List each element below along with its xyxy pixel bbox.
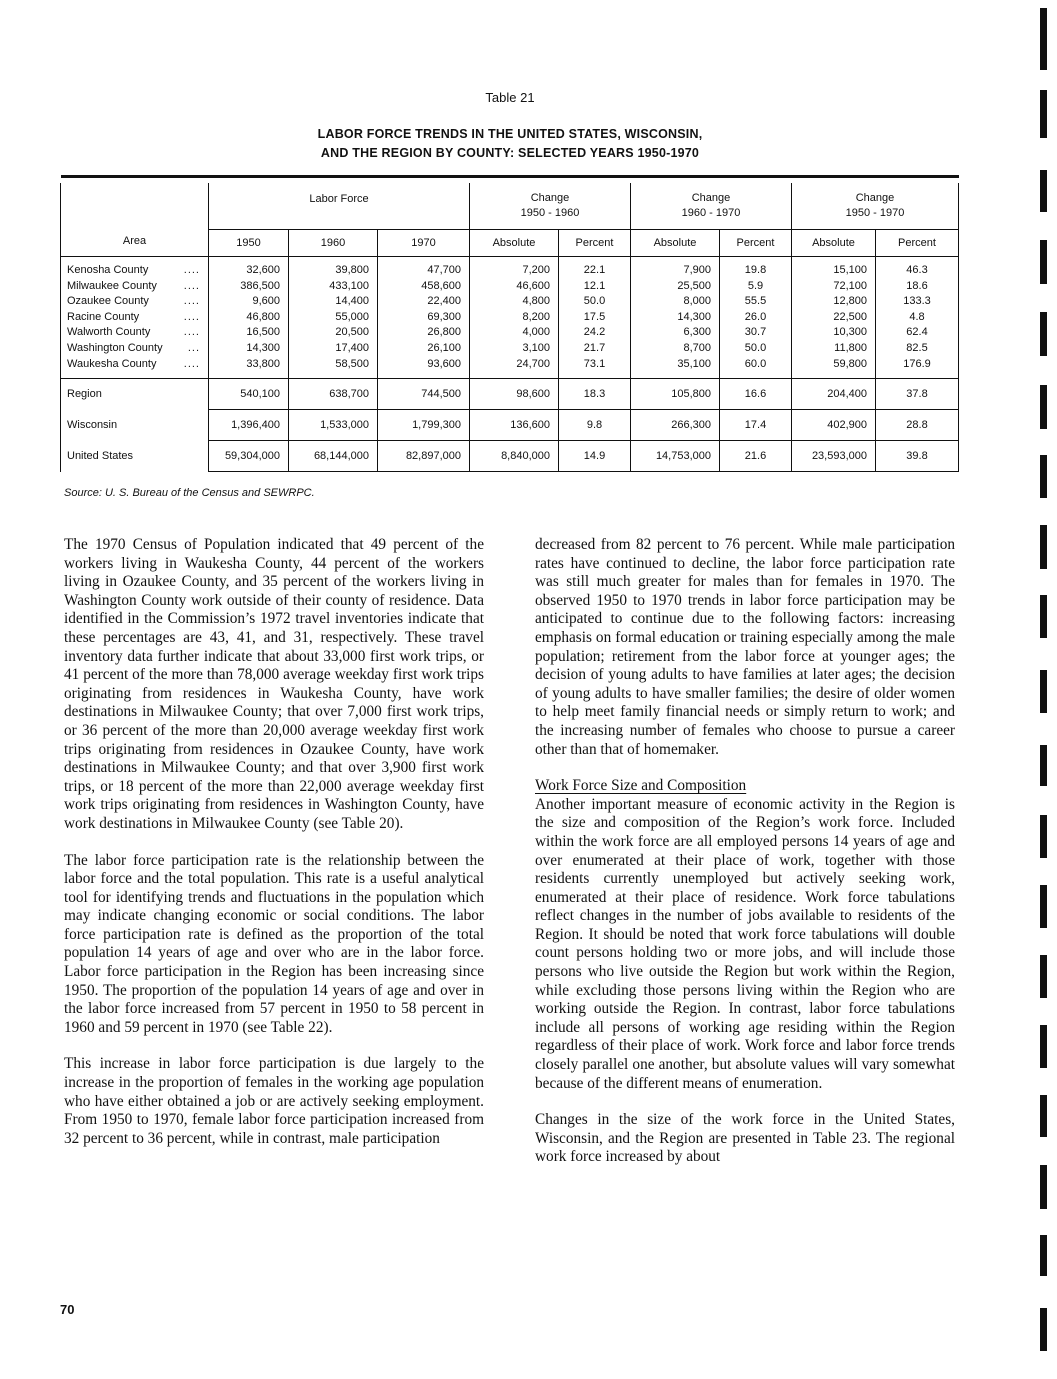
table-cell: 50.0 [720, 341, 792, 357]
left-text-column [64, 536, 484, 1166]
table-cell: 24.2 [559, 325, 631, 341]
table-cell: 72,100 [792, 279, 876, 295]
table-cell: 59,304,000 [209, 441, 289, 472]
edge-mark [1040, 885, 1047, 928]
table-cell: 21.6 [720, 441, 792, 472]
area-cell [61, 294, 209, 310]
table-cell: 1,799,300 [378, 410, 470, 441]
total-row [61, 379, 959, 410]
area-cell [61, 310, 209, 326]
col-header-percent-b: Percent [720, 230, 792, 257]
table-cell: 8,840,000 [470, 441, 559, 472]
table-cell: 176.9 [876, 357, 959, 373]
change-1950-1960-years: 1950 - 1960 [520, 207, 580, 219]
change-1950-1970-group-header [792, 183, 959, 230]
table-cell: 39,800 [289, 263, 378, 279]
col-header-percent-c: Percent [876, 230, 959, 257]
right-paragraph-2: Another important measure of economic activity in the Region is the size and composition of the Region’s work force. Included within the work force are all employed persons 14 years of age and over enumerated at their place of work, together with those residents currently unemployed but actively seeking work, enumerated at their place of residence. Work force tabulations reflect changes in the number of jobs available to residents of the Region. It should be noted that work force tabulations will double count persons holding two or more jobs, and will include those persons who live outside the Region but work within the Region, while excluding those persons living within the Region who are working outside the Region. In contrast, labor force tabulations include all persons of working age residing within the Region regardless of their place of work. Work force and labor force trends closely parallel one another, but absolute values will vary somewhat because of the different means of enumeration. [535, 795, 955, 1092]
area-header-cell [61, 183, 209, 257]
table-cell: 105,800 [631, 379, 720, 410]
area-cell [61, 263, 209, 279]
change-1950-1960-label: Change [530, 192, 570, 204]
table-cell: 4.8 [876, 310, 959, 326]
table-cell: 10,300 [792, 325, 876, 341]
table-title-line-2: AND THE REGION BY COUNTY: SELECTED YEARS 1950-1970 [320, 146, 700, 160]
area-name: Milwaukee County [67, 279, 157, 292]
edge-mark [1040, 525, 1047, 569]
edge-mark [1040, 595, 1047, 638]
right-paragraph-1: decreased from 82 percent to 76 percent. While male participation rates have continued to decline, the labor force participation rate was still much greater for males than for females in 1970. The observed 1950 to 1970 trends in labor force participation may be anticipated to continue due to the following factors: increasing emphasis on formal education or training especially among the male population; retirement from the labor force at younger ages; the decision of young adults to have families at later ages; the decision of young adults to have smaller families; the desire of older women to help meet family financial needs or simply return to work; and the increasing number of females who choose to pursue a career other than that of homemaker. [535, 536, 955, 758]
change-1950-1960-group-header [470, 183, 631, 230]
table-cell: 8,700 [631, 341, 720, 357]
area-cell [61, 441, 209, 472]
col-header-absolute-a: Absolute [470, 230, 559, 257]
change-1960-1970-label: Change [691, 192, 731, 204]
table-cell: 20,500 [289, 325, 378, 341]
table-cell: 46.3 [876, 263, 959, 279]
edge-mark [1040, 240, 1047, 284]
dot-leader: ... [187, 341, 200, 354]
table-cell: 69,300 [378, 310, 470, 326]
table-cell: 32,600 [209, 263, 289, 279]
table-cell: 19.8 [720, 263, 792, 279]
col-header-1970: 1970 [378, 230, 470, 257]
area-name: Waukesha County [67, 357, 157, 370]
left-paragraph-1: The 1970 Census of Population indicated that 49 percent of the workers living in Waukesha County, 44 percent of the workers living in Ozaukee County, and 35 percent of the workers living in Washington County work outside of their county of residence. Data identified in the Commission’s 1972 travel inventories indicate that these percentages are 43, 41, and 31, respectively. These travel inventory data further indicate that about 33,000 first work trips, or 41 percent of the more than 78,000 average weekday first work trips originating from residences in Waukesha County, have work destinations in Milwaukee County; that over 7,000 first work trips, or 36 percent of the more than 20,000 average weekday first work trips originating from residences in Ozaukee County, have work destinations in Milwaukee County; and that over 3,900 first work trips, or 18 percent of the more than 22,000 average weekday first work trips originating from residences in Washington County, have work destinations in Milwaukee County (see Table 20). [64, 536, 484, 832]
dot-leader: .... [183, 326, 200, 339]
edge-mark [1040, 1165, 1047, 1209]
table-cell: 22,500 [792, 310, 876, 326]
col-header-1950: 1950 [209, 230, 289, 257]
labor-force-group-label: Labor Force [309, 192, 369, 205]
table-cell: 12.1 [559, 279, 631, 295]
area-cell [61, 325, 209, 341]
table-cell: 28.8 [876, 410, 959, 441]
table-cell: 18.3 [559, 379, 631, 410]
area-cell [61, 341, 209, 357]
table-cell: 133.3 [876, 294, 959, 310]
table-cell: 136,600 [470, 410, 559, 441]
table-cell: 46,600 [470, 279, 559, 295]
table-cell: 7,900 [631, 263, 720, 279]
area-name: Region [67, 388, 102, 401]
table-cell: 433,100 [289, 279, 378, 295]
table-cell: 60.0 [720, 357, 792, 373]
table-cell: 93,600 [378, 357, 470, 373]
table-cell: 98,600 [470, 379, 559, 410]
right-text-column [535, 536, 955, 1185]
table-cell: 6,300 [631, 325, 720, 341]
table-cell: 204,400 [792, 379, 876, 410]
table-cell: 58,500 [289, 357, 378, 373]
table-cell: 9.8 [559, 410, 631, 441]
table-cell: 17.4 [720, 410, 792, 441]
table-cell: 39.8 [876, 441, 959, 472]
table-cell: 458,600 [378, 279, 470, 295]
dot-leader: .... [183, 264, 200, 276]
table-cell: 55,000 [289, 310, 378, 326]
table-cell: 68,144,000 [289, 441, 378, 472]
table-cell: 12,800 [792, 294, 876, 310]
change-1960-1970-group-header [631, 183, 792, 230]
edge-mark [1040, 815, 1047, 858]
table-cell: 35,100 [631, 357, 720, 373]
table-cell: 15,100 [792, 263, 876, 279]
table-cell: 46,800 [209, 310, 289, 326]
table-cell: 18.6 [876, 279, 959, 295]
area-name: Wisconsin [67, 419, 118, 432]
section-heading: Work Force Size and Composition [535, 777, 747, 795]
table-cell: 11,800 [792, 341, 876, 357]
change-1950-1970-years: 1950 - 1970 [845, 207, 905, 219]
area-cell [61, 357, 209, 373]
table-cell: 14,300 [209, 341, 289, 357]
table-cell: 82.5 [876, 341, 959, 357]
edge-mark [1040, 90, 1047, 138]
area-name: Kenosha County [67, 264, 149, 276]
total-row [61, 410, 959, 441]
change-1960-1970-years: 1960 - 1970 [681, 207, 741, 219]
table-cell: 3,100 [470, 341, 559, 357]
edge-mark [1040, 170, 1047, 212]
table-cell: 33,800 [209, 357, 289, 373]
edge-mark [1040, 8, 1047, 70]
table-title-line-1: LABOR FORCE TRENDS IN THE UNITED STATES, WISCONSIN, [317, 127, 703, 141]
edge-mark [1040, 385, 1047, 429]
table-cell: 26,100 [378, 341, 470, 357]
area-name: Washington County [67, 341, 163, 354]
dot-leader: .... [183, 357, 200, 370]
area-name: Ozaukee County [67, 295, 149, 308]
table-cell: 73.1 [559, 357, 631, 373]
area-cell [61, 410, 209, 441]
table-cell: 16,500 [209, 325, 289, 341]
table-cell: 1,533,000 [289, 410, 378, 441]
table-cell: 14.9 [559, 441, 631, 472]
county-rows [61, 263, 959, 379]
table-cell: 59,800 [792, 357, 876, 373]
table-cell: 266,300 [631, 410, 720, 441]
county-row [61, 310, 959, 326]
area-cell [61, 279, 209, 295]
table-cell: 37.8 [876, 379, 959, 410]
table-cell: 26,800 [378, 325, 470, 341]
table-cell: 386,500 [209, 279, 289, 295]
dot-leader: .... [183, 295, 200, 308]
table-cell: 14,753,000 [631, 441, 720, 472]
table-cell: 82,897,000 [378, 441, 470, 472]
table-cell: 17,400 [289, 341, 378, 357]
edge-mark [1040, 1235, 1047, 1276]
table-cell: 1,396,400 [209, 410, 289, 441]
county-row [61, 325, 959, 341]
edge-mark [1040, 1308, 1047, 1351]
table-cell: 30.7 [720, 325, 792, 341]
table-cell: 22,400 [378, 294, 470, 310]
edge-mark [1040, 1095, 1047, 1137]
col-header-percent-a: Percent [559, 230, 631, 257]
table-number: Table 21 [485, 90, 535, 105]
county-row [61, 341, 959, 357]
table-cell: 744,500 [378, 379, 470, 410]
edge-mark [1040, 955, 1047, 998]
col-header-absolute-c: Absolute [792, 230, 876, 257]
edge-mark [1040, 455, 1047, 498]
county-row [61, 294, 959, 310]
table-cell: 8,000 [631, 294, 720, 310]
left-paragraph-2: The labor force participation rate is the relationship between the labor force and the total population. This rate is a useful analytical tool for identifying trends and fluctuations in the population which may indicate changing economic or social conditions. The labor force participation rate is defined as the proportion of the total population 14 years of age and over who are in the labor force. Labor force participation in the Region has been increasing since 1950. The proportion of the population 14 years of age and over in the labor force increased from 57 percent in 1950 to 58 percent in 1960 and 59 percent in 1970 (see Table 22). [64, 851, 484, 1036]
table-cell: 26.0 [720, 310, 792, 326]
table-cell: 4,000 [470, 325, 559, 341]
county-row [61, 263, 959, 279]
area-name: United States [67, 450, 134, 463]
labor-force-group-header [209, 183, 470, 230]
table-cell: 402,900 [792, 410, 876, 441]
table-cell: 16.6 [720, 379, 792, 410]
total-rows [61, 379, 959, 472]
table-cell: 24,700 [470, 357, 559, 373]
dot-leader: .... [183, 310, 200, 323]
edge-mark [1040, 1025, 1047, 1068]
area-name: Walworth County [67, 326, 151, 339]
table-cell: 14,400 [289, 294, 378, 310]
labor-force-table [60, 175, 959, 472]
area-cell [61, 379, 209, 410]
table-cell: 25,500 [631, 279, 720, 295]
table-source-note: Source: U. S. Bureau of the Census and SEWRPC. [64, 487, 315, 499]
table-cell: 47,700 [378, 263, 470, 279]
table-cell: 8,200 [470, 310, 559, 326]
area-column-header: Area [122, 235, 147, 247]
left-paragraph-3: This increase in labor force participation is due largely to the increase in the proportion of females in the working age population who have either obtained a job or are actively seeking employment. From 1950 to 1970, female labor force participation increased from 32 percent to 36 percent, while in contrast, male participation [64, 1055, 484, 1147]
table-cell: 62.4 [876, 325, 959, 341]
county-row [61, 279, 959, 295]
table-cell: 5.9 [720, 279, 792, 295]
edge-mark [1040, 670, 1047, 713]
table-cell: 17.5 [559, 310, 631, 326]
table-cell: 55.5 [720, 294, 792, 310]
col-header-absolute-b: Absolute [631, 230, 720, 257]
table-cell: 638,700 [289, 379, 378, 410]
table-cell: 540,100 [209, 379, 289, 410]
table-cell: 21.7 [559, 341, 631, 357]
dot-leader: .... [183, 279, 200, 292]
right-paragraph-3: Changes in the size of the work force in the United States, Wisconsin, and the Region are presented in Table 23. The regional work force increased by about [535, 1111, 955, 1166]
page-number: 70 [60, 1302, 75, 1317]
table-cell: 7,200 [470, 263, 559, 279]
table-cell: 9,600 [209, 294, 289, 310]
table-cell: 23,593,000 [792, 441, 876, 472]
area-name: Racine County [67, 310, 140, 323]
table-cell: 14,300 [631, 310, 720, 326]
edge-mark [1040, 312, 1047, 356]
change-1950-1970-label: Change [855, 192, 895, 204]
col-header-1960: 1960 [289, 230, 378, 257]
edge-mark [1040, 745, 1047, 786]
table-cell: 4,800 [470, 294, 559, 310]
total-row [61, 441, 959, 472]
table-cell: 22.1 [559, 263, 631, 279]
county-row [61, 357, 959, 373]
table-cell: 50.0 [559, 294, 631, 310]
